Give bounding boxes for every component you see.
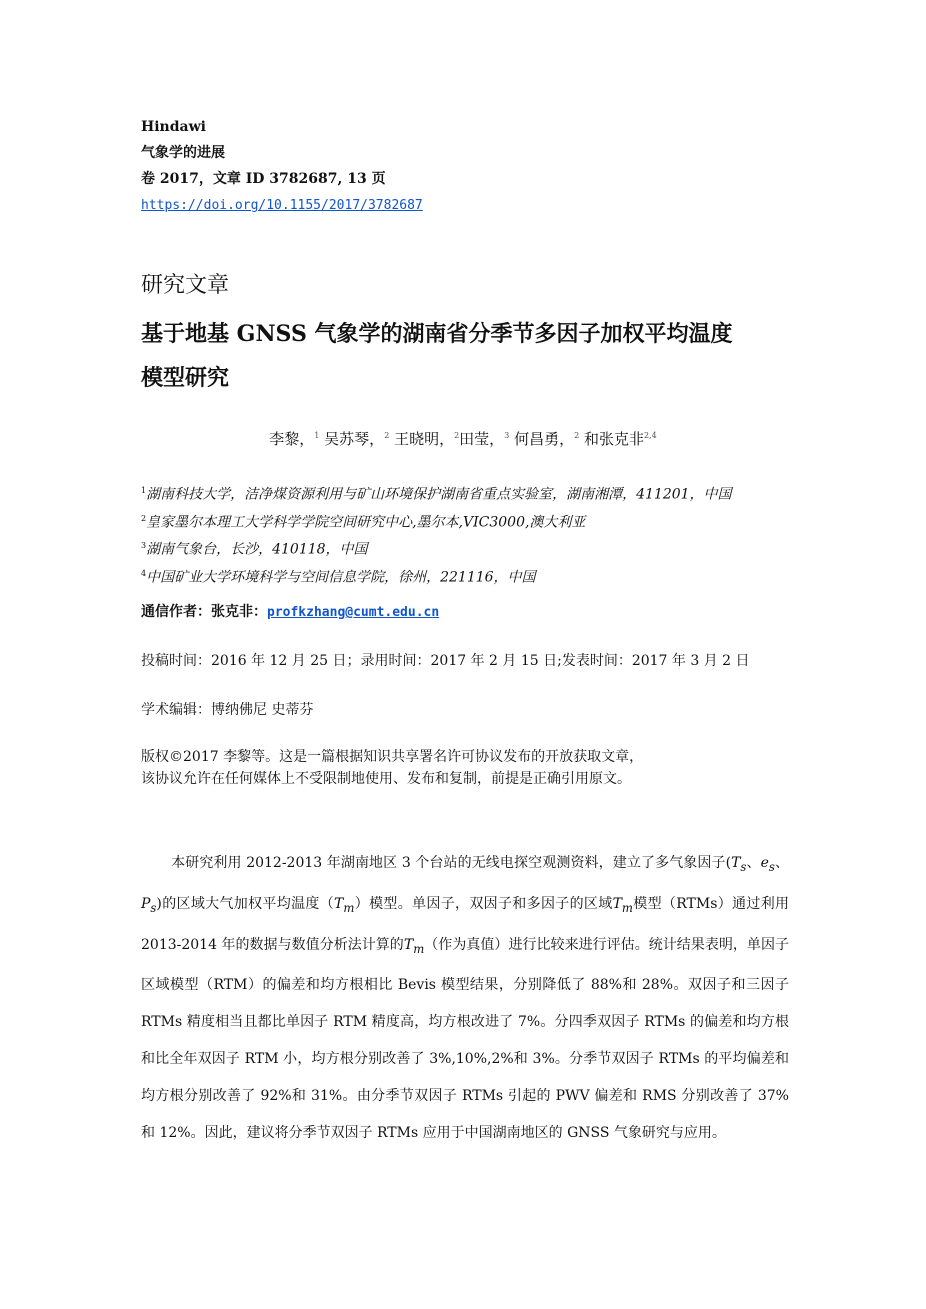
abstract-text: 本研究利用 2012-2013 年湖南地区 3 个台站的无线电探空观测资料，建立了多气象因子(: [171, 855, 732, 871]
author-affil-mark: 2: [574, 431, 580, 440]
journal-header: [141, 114, 423, 219]
affiliation-text: 皇家墨尔本理工大学科学学院空间研究中心,墨尔本,VIC3000,澳大利亚: [146, 514, 586, 531]
affiliation-item: [141, 479, 732, 507]
affiliation-text: 湖南科技大学，洁净煤资源利用与矿山环境保护湖南省重点实验室，湖南湘潭，411201，中国: [146, 486, 732, 503]
author-affil-mark: 2: [454, 431, 460, 440]
abstract-text: ）模型。单因子，双因子和多因子的区域: [354, 895, 613, 912]
journal-name: 气象学的进展: [141, 145, 225, 161]
affiliation-mark: 4: [141, 568, 147, 578]
author-affil-mark: 2,4: [643, 431, 657, 440]
academic-editor: 学术编辑：博纳佛尼 史蒂芬: [141, 702, 314, 718]
affiliation-mark: 1: [141, 486, 147, 495]
title-line-1: 基于地基 GNSS 气象学的湖南省分季节多因子加权平均温度: [141, 321, 733, 347]
abstract-text: （作为真值）进行比较来进行评估。统计结果表明，单因子区域模型（RTM）的偏差和均方根相比 Bevis 模型结果，分别降低了 88%和 28%。双因子和三因子 RTMs 精度相当且都比单因子 RTM 精度高，均方根改进了 7%。分四季双因子 RTMs 的偏差和均方根和比全年双因子 RTM 小，均方根分别改善了 3%,10%,2%和 3%。分季节双因子 RTMs 的平均偏差和均方根分别改善了 92%和 31%。由分季节双因子 RTMs 引起的 PWV 偏差和 RMS 分别改善了 37%和 12%。因此，建议将分季节双因子 RTMs 应用于中国湖南地区的 GNSS 气象研究与应用。: [141, 936, 789, 1142]
math-subscript: m: [343, 900, 355, 915]
publisher-name: Hindawi: [141, 119, 206, 135]
abstract-text: 、: [774, 855, 790, 871]
math-subscript: m: [621, 900, 633, 915]
affiliation-item: [141, 507, 732, 535]
math-subscript: s: [740, 859, 747, 874]
affiliation-item: [141, 562, 732, 590]
math-symbol: T: [731, 855, 741, 871]
math-symbol: P: [141, 895, 151, 912]
abstract-paragraph: [141, 845, 789, 1152]
publication-dates: 投稿时间：2016 年 12 月 25 日；录用时间：2017 年 2 月 15 日;发表时间：2017 年 3 月 2 日: [141, 653, 750, 669]
affiliation-list: [141, 479, 732, 590]
author-affil-mark: 1: [314, 431, 320, 440]
math-symbol: e: [760, 855, 769, 871]
copyright-notice: [141, 746, 643, 790]
abstract-text: )的区域大气加权平均温度（: [156, 895, 335, 912]
author-name: 王晓明，: [394, 430, 455, 448]
doi-link[interactable]: https://doi.org/10.1155/2017/3782687: [141, 198, 423, 213]
title-line-2: 模型研究: [141, 365, 230, 391]
math-subscript: s: [768, 859, 775, 874]
author-affil-mark: 3: [504, 431, 510, 440]
math-symbol: T: [612, 895, 622, 912]
affiliation-item: [141, 534, 732, 562]
author-name: 吴苏琴，: [324, 430, 385, 448]
author-affil-mark: 2: [384, 431, 390, 440]
author-name: 何昌勇，: [514, 430, 575, 448]
article-title: [141, 312, 791, 400]
affiliation-mark: 2: [141, 513, 147, 523]
correspondence-label: 通信作者：张克非：: [141, 604, 267, 620]
affiliation-text: 中国矿业大学环境科学与空间信息学院，徐州，221116，中国: [146, 569, 536, 586]
volume-info: 卷 2017，文章 ID 3782687, 13 页: [141, 171, 386, 187]
author-list: [0, 428, 926, 449]
correspondence-email-link[interactable]: profkzhang@cumt.edu.cn: [267, 605, 440, 620]
abstract-text: 、: [746, 855, 761, 871]
math-subscript: s: [150, 900, 157, 915]
copyright-line-1: 版权©2017 李黎等。这是一篇根据知识共享署名许可协议发布的开放获取文章，: [141, 749, 644, 765]
author-name: 田莹，: [459, 430, 505, 448]
author-name: 李黎，: [269, 430, 315, 448]
affiliation-text: 湖南气象台，长沙，410118，中国: [146, 541, 368, 558]
abstract-text: 模型（RTMs）通过利用 2013-2014 年的数据与数值分析法计算的: [141, 895, 790, 953]
math-symbol: T: [334, 895, 344, 912]
author-name: 和张克非: [583, 430, 644, 448]
affiliation-mark: 3: [141, 541, 147, 551]
math-subscript: m: [413, 941, 425, 956]
article-type: 研究文章: [141, 273, 230, 298]
math-symbol: T: [403, 936, 414, 953]
copyright-line-2: 该协议允许在任何媒体上不受限制地使用、发布和复制，前提是正确引用原文。: [141, 771, 631, 787]
correspondence: [141, 601, 439, 621]
